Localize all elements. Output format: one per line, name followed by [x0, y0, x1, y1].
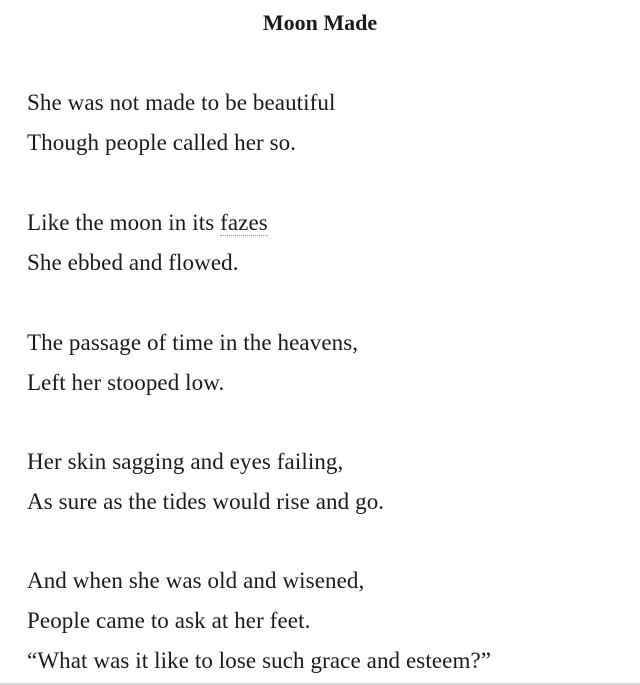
stanza-5 [27, 561, 491, 681]
stanza-4 [27, 442, 384, 522]
poem-line: She ebbed and flowed. [27, 250, 239, 275]
poem-line [27, 203, 268, 243]
stanza-2 [27, 203, 268, 283]
poem-line: Left her stooped low. [27, 370, 225, 395]
poem-line-text: Like the moon in its [27, 210, 221, 235]
poem-line: People came to ask at her feet. [27, 608, 311, 633]
poem-line: She was not made to be beautiful [27, 90, 336, 115]
poem-line: As sure as the tides would rise and go. [27, 489, 385, 514]
poem-title: Moon Made [262, 10, 378, 35]
poem-line: Though people called her so. [27, 130, 297, 155]
stanza-3 [27, 323, 358, 403]
poem-line: The passage of time in the heavens, [27, 330, 359, 355]
poem-line: “What was it like to lose such grace and esteem?” [27, 648, 492, 673]
spellcheck-flagged-word[interactable]: fazes [220, 210, 268, 235]
poem-line: And when she was old and wisened, [27, 568, 365, 593]
poem-line: Her skin sagging and eyes failing, [27, 449, 344, 474]
stanza-1 [27, 83, 336, 163]
